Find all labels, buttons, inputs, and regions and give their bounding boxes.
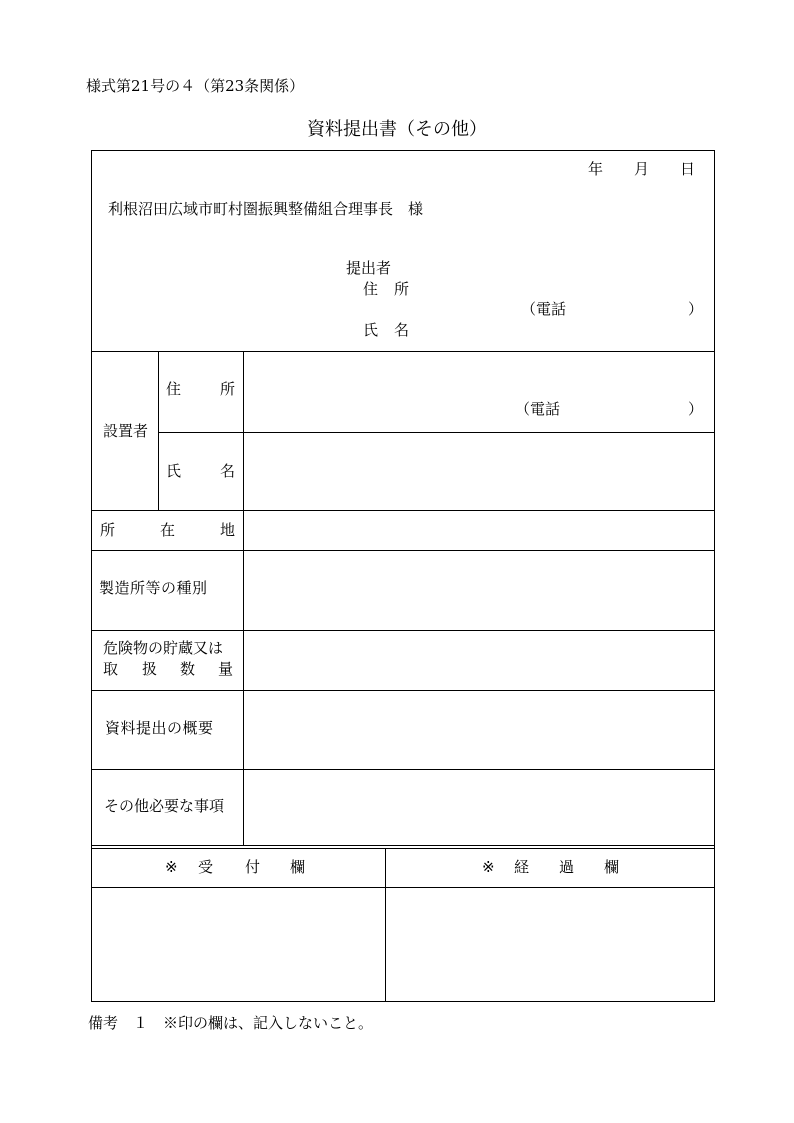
remarks: 備考 １ ※印の欄は、記入しないこと。 xyxy=(88,1014,374,1032)
progress-column-header: 過 xyxy=(559,858,575,876)
submitter-phone-open: （電話 xyxy=(521,300,567,318)
location-label: 在 xyxy=(160,521,176,539)
progress-column-header: 経 xyxy=(514,858,530,876)
hazmat-quantity-label: 数 xyxy=(180,660,196,678)
submitter-name-label: 名 xyxy=(394,321,410,339)
installer-address-label: 所 xyxy=(220,380,236,398)
row-divider xyxy=(158,432,715,433)
location-label: 所 xyxy=(100,521,116,539)
column-divider xyxy=(385,848,386,1002)
reception-column-header: 欄 xyxy=(290,858,306,876)
facility-type-label: 製造所等の種別 xyxy=(99,579,208,597)
date-month: 月 xyxy=(634,160,650,178)
installer-phone-open: （電話 xyxy=(515,400,561,418)
installer-phone-close: ） xyxy=(688,400,704,418)
row-divider xyxy=(91,690,715,691)
form-table xyxy=(91,150,715,1002)
submitter-phone-close: ） xyxy=(688,300,704,318)
hazmat-quantity-label: 取 xyxy=(103,660,119,678)
row-divider xyxy=(91,769,715,770)
summary-label: 資料提出の概要 xyxy=(105,719,214,737)
reception-column-header: 受 xyxy=(198,858,214,876)
submitter-address-label: 住 xyxy=(363,280,379,298)
other-matters-label: その他必要な事項 xyxy=(104,797,225,815)
addressee: 利根沼田広域市町村圏振興整備組合理事長 様 xyxy=(108,200,424,218)
hazmat-quantity-label: 量 xyxy=(218,660,234,678)
reception-column-header: 付 xyxy=(245,858,261,876)
row-divider xyxy=(91,887,715,888)
date-year: 年 xyxy=(588,160,604,178)
column-divider xyxy=(158,351,159,510)
date-day: 日 xyxy=(680,160,696,178)
row-divider xyxy=(91,848,715,849)
column-divider xyxy=(243,351,244,845)
row-divider xyxy=(91,351,715,352)
row-divider xyxy=(91,550,715,551)
row-divider xyxy=(91,630,715,631)
submitter-address-label: 所 xyxy=(394,280,410,298)
installer-label: 設置者 xyxy=(103,422,149,440)
form-number: 様式第21号の４（第23条関係） xyxy=(86,77,305,95)
hazmat-quantity-label: 扱 xyxy=(142,660,158,678)
reception-column-header: ※ xyxy=(165,858,178,876)
row-divider xyxy=(91,510,715,511)
submitter-label: 提出者 xyxy=(346,259,392,277)
location-label: 地 xyxy=(220,521,236,539)
progress-column-header: 欄 xyxy=(604,858,620,876)
progress-column-header: ※ xyxy=(482,858,495,876)
row-divider xyxy=(91,845,715,846)
installer-address-label: 住 xyxy=(166,380,182,398)
submitter-name-label: 氏 xyxy=(363,321,379,339)
hazmat-quantity-label: 危険物の貯蔵又は xyxy=(103,639,224,657)
page-title: 資料提出書（その他） xyxy=(307,119,487,140)
installer-name-label: 氏 xyxy=(166,462,182,480)
installer-name-label: 名 xyxy=(220,462,236,480)
